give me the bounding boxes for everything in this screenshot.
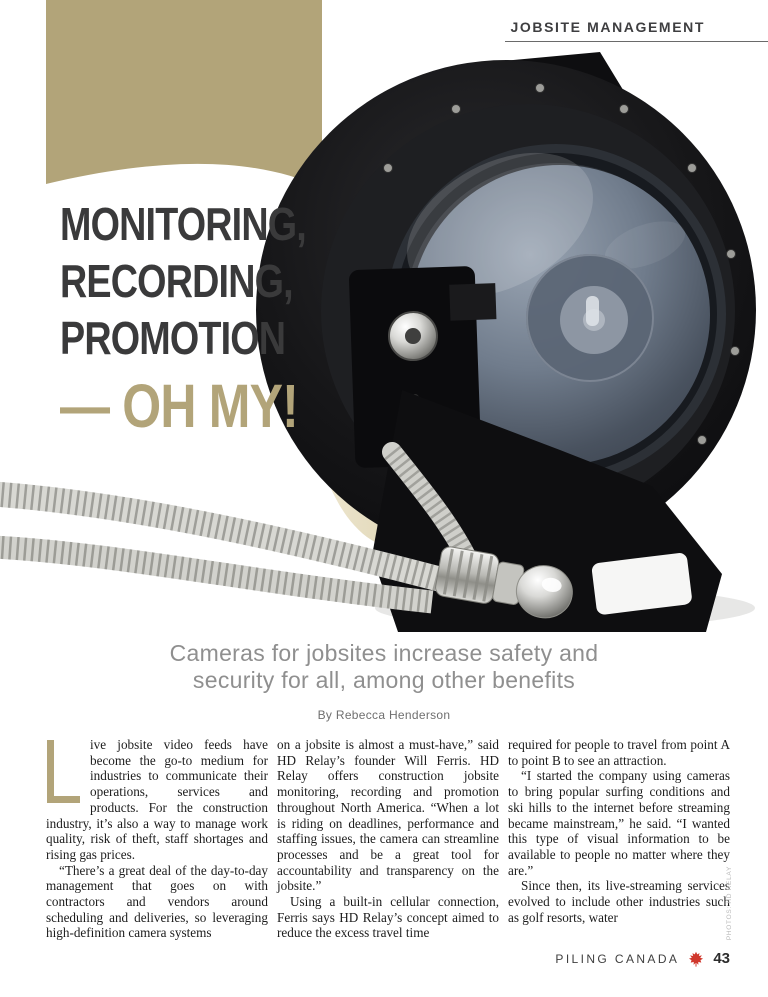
magazine-name: PILING CANADA [555,951,680,966]
paragraph: Since then, its live-streaming services evolved to include other industries such as golf resorts, water [508,878,730,925]
title-accent-line: — OH MY! [60,372,298,440]
byline: By Rebecca Henderson [317,708,451,722]
subtitle-line-2: security for all, among other benefits [192,667,576,693]
photo-credit: PHOTOS: HD RELAY [726,866,733,941]
paragraph: on a jobsite is almost a must-have,” said HD Relay’s founder Will Ferris. HD Relay offers construction jobsite monitoring, recording and promotion throughout North America. “When a lot is riding on deadlines, performance and staffing issues, the camera can streamline processes and be a great tool for accountability and transparency on the jobsite.” [277,737,499,894]
paragraph: “There’s a great deal of the day-to-day management that goes on with contractors and vendors around scheduling and deliveries, so leveraging high-definition camera systems [46,862,268,941]
article-column-3 [508,737,730,941]
title-line-2: RECORDING, [60,255,293,307]
subtitle-line-1: Cameras for jobsites increase safety and [169,640,599,666]
article-column-1 [46,737,268,941]
paragraph: ive jobsite video feeds have become the go-to medium for industries to communicate their operations, services and products. For the construction industry, it’s also a way to manage work quality, risk of theft, staff shortages and rising gas prices. [46,737,268,862]
article-title [60,196,390,440]
title-line-1: MONITORING, [60,198,306,250]
maple-leaf-icon [688,951,704,967]
article-subtitle [0,640,768,694]
title-line-3: PROMOTION [60,312,286,364]
page-footer [555,950,730,967]
paragraph: Using a built-in cellular connection, Ferris says HD Relay’s concept aimed to reduce the excess travel time [277,894,499,941]
dropcap-letter [47,740,80,803]
paragraph: required for people to travel from point A to point B to see an attraction. [508,737,730,768]
page-number: 43 [713,950,730,967]
article-column-2 [277,737,499,941]
section-kicker: JOBSITE MANAGEMENT [510,19,705,35]
article-body [46,737,730,941]
paragraph: “I started the company using cameras to bring popular surfing conditions and ski hills to the internet before streaming became mainstream,” he said. “I wanted this type of visual information to be available to people no matter where they are.” [508,768,730,878]
